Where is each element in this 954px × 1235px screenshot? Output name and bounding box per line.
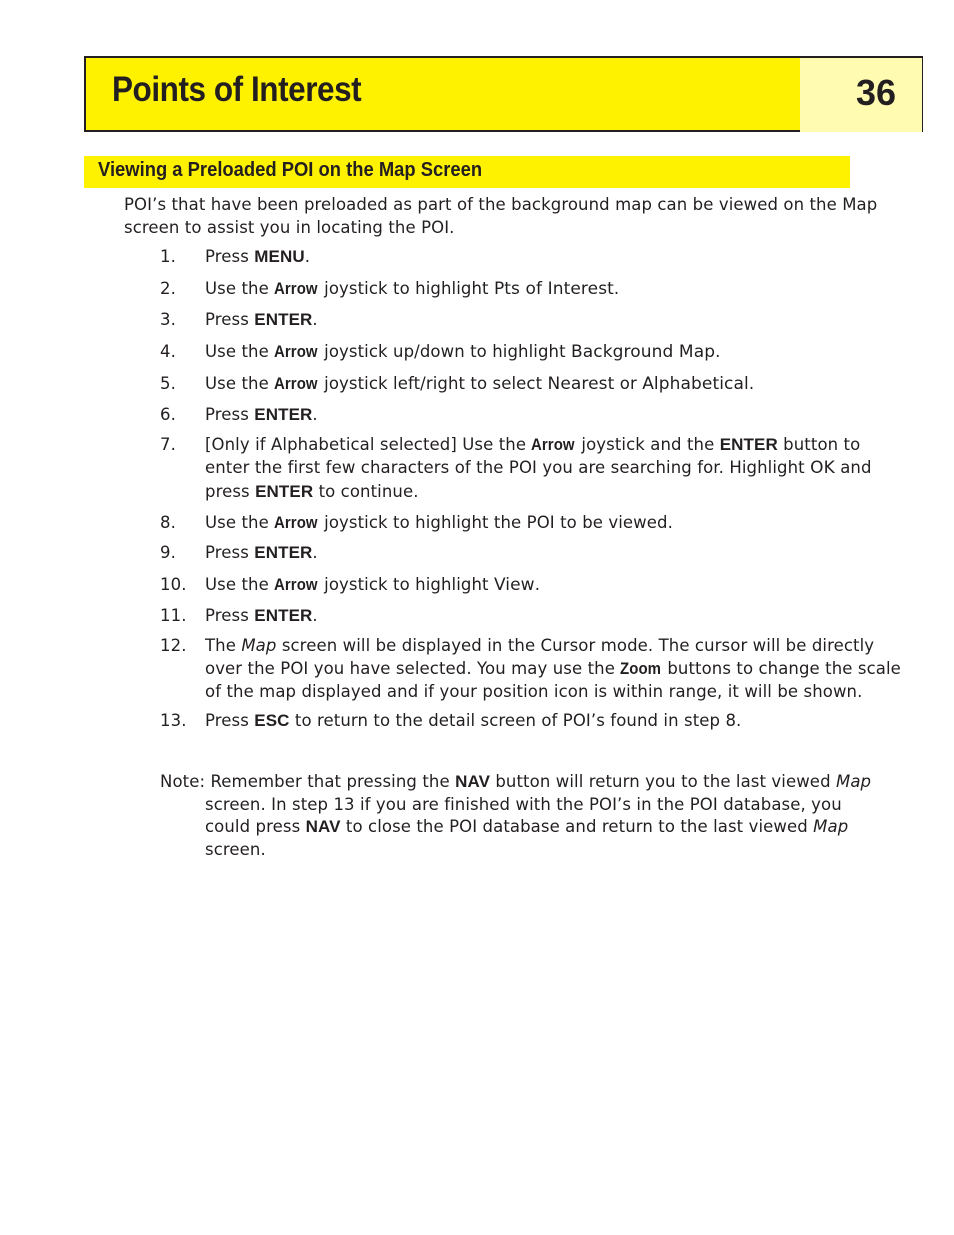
- key-name: MENU: [254, 247, 305, 266]
- key-name: NAV: [305, 817, 341, 836]
- step-10: [160, 573, 905, 597]
- step-text: Press ENTER.: [205, 543, 318, 562]
- screen-option: Background Map: [571, 342, 716, 362]
- key-name: ENTER: [254, 405, 313, 424]
- step-number: 11.: [160, 606, 187, 625]
- step-number: 8.: [160, 513, 176, 532]
- screen-option: Nearest: [547, 374, 615, 394]
- step-number: 2.: [160, 279, 176, 298]
- step-9: [160, 541, 905, 564]
- screen-option: OK: [810, 458, 835, 478]
- key-name: Arrow: [274, 374, 318, 393]
- step-1: [160, 245, 905, 268]
- step-number: 3.: [160, 310, 176, 329]
- chapter-title: Points of Interest: [112, 70, 362, 109]
- step-number: 9.: [160, 543, 176, 562]
- intro-paragraph: POI’s that have been preloaded as part of the background map can be viewed on the Map screen to assist you in locating the POI.: [124, 195, 878, 237]
- step-text: Press MENU.: [205, 247, 311, 266]
- step-4: [160, 340, 905, 364]
- step-text: Press ENTER.: [205, 606, 318, 625]
- step-number: 12.: [160, 636, 187, 655]
- step-text: Use the Arrow joystick to highlight View.: [205, 575, 541, 595]
- key-name: Arrow: [274, 575, 318, 594]
- step-12: [160, 634, 905, 703]
- screen-option: Alphabetical: [642, 374, 749, 394]
- key-name: Arrow: [531, 435, 576, 454]
- step-8: [160, 511, 905, 534]
- section-title: Viewing a Preloaded POI on the Map Screen: [98, 159, 483, 181]
- step-number: 7.: [160, 435, 176, 454]
- step-text: Press ESC to return to the detail screen of POI’s found in step 8.: [205, 711, 742, 730]
- key-name: ENTER: [719, 435, 778, 454]
- key-name: Arrow: [274, 342, 318, 361]
- step-number: 5.: [160, 374, 176, 393]
- key-name: Zoom: [620, 659, 662, 678]
- step-text: Use the Arrow joystick left/right to select Nearest or Alphabetical.: [205, 374, 755, 394]
- step-text: Press ENTER.: [205, 405, 318, 424]
- key-name: ESC: [254, 711, 290, 730]
- step-text: Press ENTER.: [205, 310, 318, 329]
- key-name: Arrow: [274, 513, 318, 532]
- key-name: Arrow: [274, 279, 318, 298]
- step-text: The Map screen will be displayed in the Cursor mode. The cursor will be directly over the POI you have selected. You may use the Zoom buttons to change the scale of the map displayed and if your position icon is within range, it will be shown.: [205, 636, 901, 701]
- screen-option: View: [493, 575, 535, 595]
- step-number: 10.: [160, 575, 187, 594]
- step-number: 1.: [160, 247, 176, 266]
- note-paragraph: Note: Remember that pressing the NAV button will return you to the last viewed Map screen. In step 13 if you are finished with the POI’s in the POI database, you could press NAV to close the POI database and return to the last viewed Map screen.: [160, 772, 872, 859]
- step-11: [160, 604, 905, 627]
- step-text: Use the Arrow joystick to highlight the POI to be viewed.: [205, 513, 673, 532]
- key-name: ENTER: [255, 482, 314, 501]
- key-name: ENTER: [254, 543, 313, 562]
- screen-name: Map: [241, 636, 277, 655]
- page-number: 36: [856, 72, 897, 113]
- step-number: 6.: [160, 405, 176, 424]
- step-text: [Only if Alphabetical selected] Use the Arrow joystick and the ENTER button to enter the first few characters of the POI you are searching for. Highlight OK and press ENTER to continue.: [205, 435, 872, 501]
- step-2: [160, 277, 905, 301]
- screen-option: Pts of Interest: [493, 279, 614, 299]
- screen-name: Map: [813, 817, 849, 836]
- step-13: [160, 709, 905, 732]
- step-text: Use the Arrow joystick up/down to highlight Background Map.: [205, 342, 721, 362]
- key-name: NAV: [455, 772, 491, 791]
- step-text: Use the Arrow joystick to highlight Pts of Interest.: [205, 279, 620, 299]
- step-6: [160, 403, 905, 426]
- key-name: ENTER: [254, 606, 313, 625]
- step-3: [160, 308, 905, 331]
- step-7: [160, 433, 905, 503]
- step-number: 13.: [160, 711, 187, 730]
- step-5: [160, 372, 905, 396]
- screen-name: Map: [835, 772, 872, 791]
- key-name: ENTER: [254, 310, 313, 329]
- step-number: 4.: [160, 342, 176, 361]
